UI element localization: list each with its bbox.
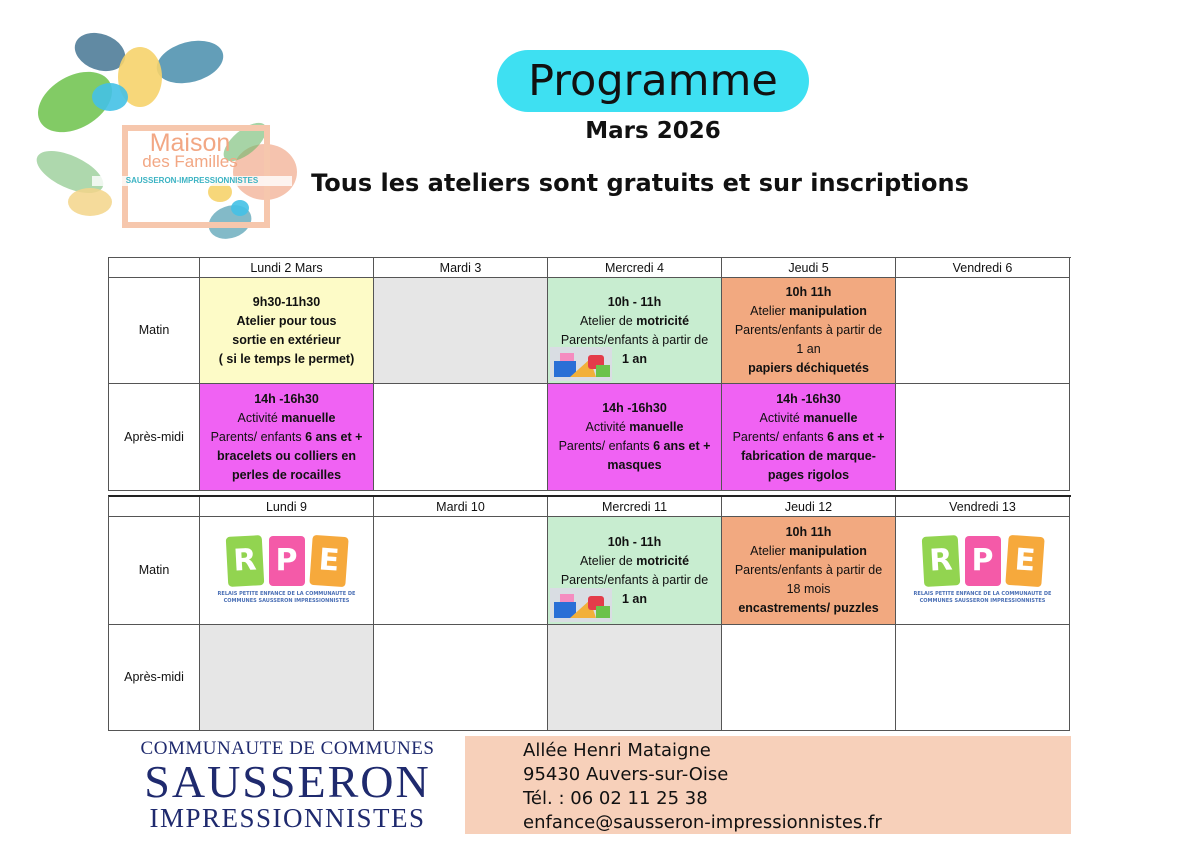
activity-audience: Parents/enfants à partir de [734, 563, 883, 577]
community-logo [110, 736, 465, 834]
contact-block [465, 736, 1071, 834]
day-header: Mardi 3 [374, 258, 548, 278]
address-line2: 95430 Auvers-sur-Oise [523, 764, 729, 785]
activity-cell-jeudi-am [722, 278, 896, 384]
activity-title: Atelier de motricité [579, 313, 690, 328]
activity-age: 1 an [621, 351, 647, 366]
day-header: Jeudi 12 [722, 497, 896, 517]
activity-audience: Parents/ enfants 6 ans et + [732, 429, 885, 444]
activity-detail: fabrication de marque- [741, 448, 876, 463]
activity-line: ( si le temps le permet) [218, 351, 355, 366]
address-line1: Allée Henri Mataigne [523, 740, 711, 761]
phone: Tél. : 06 02 11 25 38 [523, 788, 708, 809]
rpe-logo-cell [200, 517, 374, 625]
activity-cell-jeudi-pm [722, 384, 896, 491]
rpe-letter-r: R [225, 535, 264, 587]
rpe-letter-p: P [269, 536, 305, 586]
day-header: Vendredi 6 [896, 258, 1070, 278]
day-header: Lundi 9 [200, 497, 374, 517]
afternoon-row [109, 384, 1071, 491]
schedule-week-1 [108, 257, 1071, 491]
activity-title: Activité manuelle [759, 410, 858, 425]
activity-audience: Parents/ enfants 6 ans et + [210, 429, 363, 444]
activity-time: 10h - 11h [607, 534, 662, 549]
logo-sausseron: SAUSSERON-IMPRESSIONNISTES [92, 176, 292, 186]
rpe-logo-cell [896, 517, 1070, 625]
activity-time: 14h -16h30 [602, 401, 667, 415]
empty-cell [896, 384, 1070, 491]
activity-audience: Parents/enfants à partir de [560, 572, 709, 587]
empty-cell [374, 278, 548, 384]
activity-cell-mercredi-pm [548, 384, 722, 491]
activity-time: 9h30-11h30 [252, 294, 321, 309]
day-header-row [109, 258, 1071, 278]
empty-cell [896, 625, 1070, 731]
day-header: Vendredi 13 [896, 497, 1070, 517]
activity-audience: Parents/enfants à partir de [560, 332, 709, 347]
empty-cell [374, 625, 548, 731]
community-line3: IMPRESSIONNISTES [149, 803, 426, 833]
activity-age: 1 an [621, 591, 647, 606]
activity-time: 10h - 11h [607, 294, 662, 309]
morning-row [109, 517, 1071, 625]
rpe-logo [207, 536, 367, 605]
activity-title: Atelier manipulation [750, 544, 867, 558]
activity-title: Atelier de motricité [579, 553, 690, 568]
day-header: Mardi 10 [374, 497, 548, 517]
rpe-caption: RELAIS PETITE ENFANCE DE LA COMMUNAUTE DE COMMUNES SAUSSERON IMPRESSIONNISTES [913, 591, 1052, 604]
activity-detail: masques [607, 458, 662, 472]
empty-cell [548, 625, 722, 731]
page-month: Mars 2026 [585, 118, 721, 144]
schedule-week-2 [108, 495, 1071, 731]
rpe-letter-p: P [965, 536, 1001, 586]
community-line1: COMMUNAUTE DE COMMUNES [140, 738, 435, 759]
corner-cell [109, 258, 200, 278]
activity-time: 10h 11h [785, 285, 832, 299]
activity-time: 10h 11h [785, 525, 832, 539]
activity-age: 18 mois [786, 582, 831, 596]
row-label-matin: Matin [109, 517, 200, 625]
motricity-blocks-image [550, 588, 612, 622]
activity-line: sortie en extérieur [232, 332, 341, 347]
day-header: Lundi 2 Mars [200, 258, 374, 278]
activity-audience: Parents/ enfants 6 ans et + [558, 439, 711, 453]
motricity-blocks-image [550, 347, 612, 381]
empty-cell [200, 625, 374, 731]
activity-title: Activité manuelle [237, 410, 336, 425]
afternoon-row [109, 625, 1071, 731]
activity-cell-jeudi-am [722, 517, 896, 625]
community-line2: SAUSSERON [144, 756, 431, 807]
day-header: Jeudi 5 [722, 258, 896, 278]
rpe-letter-r: R [921, 535, 960, 587]
day-header: Mercredi 11 [548, 497, 722, 517]
row-label-apres-midi: Après-midi [109, 384, 200, 491]
corner-cell [109, 497, 200, 517]
activity-detail: bracelets ou colliers en [217, 448, 356, 463]
day-header-row [109, 497, 1071, 517]
rpe-caption: RELAIS PETITE ENFANCE DE LA COMMUNAUTE DE COMMUNES SAUSSERON IMPRESSIONNISTES [217, 591, 356, 604]
maison-des-familles-logo [30, 22, 300, 247]
row-label-apres-midi: Après-midi [109, 625, 200, 731]
activity-cell-lundi-am [200, 278, 374, 384]
activity-time: 14h -16h30 [776, 391, 841, 406]
logo-maison: Maison [149, 129, 231, 157]
rpe-letter-e: E [309, 535, 348, 587]
activity-line: Atelier pour tous [236, 313, 337, 328]
rpe-letter-e: E [1005, 535, 1044, 587]
rpe-logo [903, 536, 1063, 605]
empty-cell [374, 384, 548, 491]
activity-time: 14h -16h30 [254, 391, 319, 406]
activity-detail: perles de rocailles [231, 467, 342, 482]
morning-row [109, 278, 1071, 384]
activity-detail: pages rigolos [767, 467, 850, 482]
day-header: Mercredi 4 [548, 258, 722, 278]
activity-title: Atelier manipulation [750, 304, 867, 318]
empty-cell [896, 278, 1070, 384]
activity-cell-mercredi-am [548, 517, 722, 625]
page-subtitle: Tous les ateliers sont gratuits et sur inscriptions [311, 169, 969, 197]
activity-cell-lundi-pm [200, 384, 374, 491]
activity-detail: papiers déchiquetés [748, 361, 869, 375]
empty-cell [722, 625, 896, 731]
activity-title: Activité manuelle [585, 420, 684, 434]
activity-age: 1 an [796, 342, 821, 356]
empty-cell [374, 517, 548, 625]
page-title: Programme [528, 56, 778, 106]
email: enfance@sausseron-impressionnistes.fr [523, 812, 882, 833]
logo-des-familles: des Familles [142, 152, 238, 171]
activity-audience: Parents/enfants à partir de [734, 323, 883, 337]
activity-detail: encastrements/ puzzles [738, 601, 879, 615]
row-label-matin: Matin [109, 278, 200, 384]
activity-cell-mercredi-am [548, 278, 722, 384]
